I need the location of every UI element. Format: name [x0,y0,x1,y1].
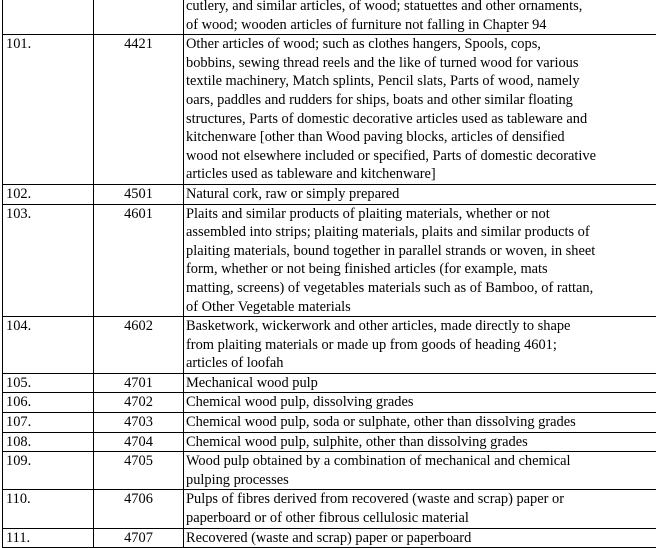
description-cell [184,35,656,185]
description-line: assembled into strips; plaiting materials, plaits and similar products of [186,223,652,242]
description-line: wood not elsewhere included or specified, Parts of domestic decorative [186,147,652,166]
description-cell [184,452,656,490]
table-row [3,452,656,490]
table-row [3,35,656,185]
description-line: Pulps of fibres derived from recovered (waste and scrap) paper or [186,490,652,509]
serial-number-cell: 104. [3,317,94,374]
description-cell [184,0,656,35]
description-line: Natural cork, raw or simply prepared [186,185,652,204]
serial-number-cell: 105. [3,373,94,393]
description-line: articles used as tableware and kitchenware] [186,165,652,184]
description-line: plaiting materials, bound together in parallel strands or woven, in sheet [186,242,652,261]
table-body [3,0,656,548]
description-line: oars, paddles and rudders for ships, boats and other similar floating [186,91,652,110]
heading-code-cell: 4421 [94,35,184,185]
serial-number-cell: 108. [3,432,94,452]
heading-code-cell: 4707 [94,528,184,548]
heading-code-cell: 4704 [94,432,184,452]
description-line: Chemical wood pulp, soda or sulphate, other than dissolving grades [186,413,652,432]
table-row [3,0,656,35]
description-line: Plaits and similar products of plaiting materials, whether or not [186,205,652,224]
description-line: of Other Vegetable materials [186,298,652,317]
serial-number-cell [3,0,94,35]
heading-code-cell: 4601 [94,204,184,317]
heading-code-cell: 4703 [94,413,184,433]
heading-code-cell: 4705 [94,452,184,490]
description-cell [184,413,656,433]
description-cell [184,490,656,528]
description-line: Basketwork, wickerwork and other articles, made directly to shape [186,317,652,336]
description-line: Chemical wood pulp, sulphite, other than dissolving grades [186,433,652,452]
heading-code-cell: 4701 [94,373,184,393]
description-line: Chemical wood pulp, dissolving grades [186,393,652,412]
description-line: of wood; wooden articles of furniture not falling in Chapter 94 [186,16,652,35]
description-line: pulping processes [186,471,652,490]
heading-code-cell: 4501 [94,184,184,204]
table-row [3,204,656,317]
description-cell [184,528,656,548]
description-cell [184,373,656,393]
description-line: matting, screens) of vegetables materials such as of Bamboo, of rattan, [186,279,652,298]
description-line: Mechanical wood pulp [186,374,652,393]
serial-number-cell: 102. [3,184,94,204]
serial-number-cell: 101. [3,35,94,185]
table-row [3,373,656,393]
table-row [3,393,656,413]
table-row [3,413,656,433]
table-row [3,317,656,374]
serial-number-cell: 110. [3,490,94,528]
description-line: Recovered (waste and scrap) paper or paperboard [186,529,652,548]
serial-number-cell: 111. [3,528,94,548]
description-line: from plaiting materials or made up from goods of heading 4601; [186,336,652,355]
serial-number-cell: 109. [3,452,94,490]
heading-code-cell [94,0,184,35]
heading-code-cell: 4706 [94,490,184,528]
description-cell [184,317,656,374]
table-row [3,432,656,452]
heading-code-cell: 4702 [94,393,184,413]
description-line: structures, Parts of domestic decorative articles used as tableware and [186,110,652,129]
description-line: kitchenware [other than Wood paving blocks, articles of densified [186,128,652,147]
serial-number-cell: 107. [3,413,94,433]
heading-code-cell: 4602 [94,317,184,374]
description-cell [184,184,656,204]
serial-number-cell: 103. [3,204,94,317]
table-row [3,184,656,204]
description-cell [184,432,656,452]
table-row [3,528,656,548]
description-cell [184,204,656,317]
description-line: bobbins, sewing thread reels and the like of turned wood for various [186,54,652,73]
description-line: articles of loofah [186,354,652,373]
description-line: cutlery, and similar articles, of wood; statuettes and other ornaments, [186,0,652,16]
description-line: form, whether or not being finished articles (for example, mats [186,260,652,279]
description-line: paperboard or of other fibrous cellulosic material [186,509,652,528]
tariff-table [2,0,656,548]
description-line: textile machinery, Match splints, Pencil slats, Parts of wood, namely [186,72,652,91]
description-cell [184,393,656,413]
serial-number-cell: 106. [3,393,94,413]
description-line: Wood pulp obtained by a combination of mechanical and chemical [186,452,652,471]
description-line: Other articles of wood; such as clothes hangers, Spools, cops, [186,35,652,54]
table-row [3,490,656,528]
